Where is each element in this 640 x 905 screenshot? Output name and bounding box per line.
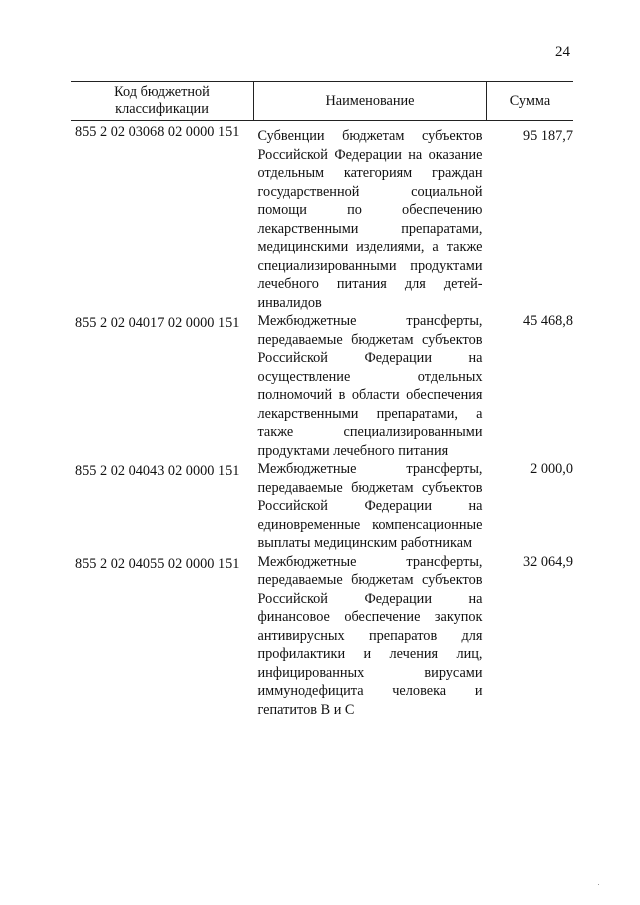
budget-code: 855 2 02 03068 02 0000 151 xyxy=(75,124,240,140)
table-header-row xyxy=(71,82,573,121)
scan-speck xyxy=(598,884,599,885)
item-amount: 32 064,9 xyxy=(522,553,573,570)
table-row xyxy=(71,553,573,720)
item-amount: 95 187,7 xyxy=(522,128,573,144)
header-name: Наименование xyxy=(254,82,487,121)
page-number: 24 xyxy=(555,44,570,60)
item-name: Межбюджетные трансферты, передаваемые бюджетам субъектов Российской Федерации на осуществление отдельных полномочий в области обеспечения лекарственными препаратами, а также специализированными продуктами лечебного питания xyxy=(257,313,483,459)
item-name: Межбюджетные трансферты, передаваемые бюджетам субъектов Российской Федерации на финансовое обеспечение закупок антивирусных препаратов для профилактики и лечения лиц, инфицированных вирусами иммунодефицита человека и гепатитов В и С xyxy=(257,553,483,718)
item-name: Межбюджетные трансферты, передаваемые бюджетам субъектов Российской Федерации на единовременные компенсационные выплаты медицинским работникам xyxy=(257,461,483,551)
budget-code: 855 2 02 04043 02 0000 151 xyxy=(75,463,240,479)
table-row xyxy=(71,121,573,313)
table-row xyxy=(71,460,573,553)
budget-code: 855 2 02 04017 02 0000 151 xyxy=(75,315,240,331)
budget-table xyxy=(71,81,573,719)
item-amount: 45 468,8 xyxy=(522,313,573,329)
header-amount: Сумма xyxy=(487,82,574,121)
item-amount: 2 000,0 xyxy=(530,461,573,477)
header-code: Код бюджетной классификации xyxy=(71,82,254,121)
budget-code: 855 2 02 04055 02 0000 151 xyxy=(75,555,240,572)
item-name: Субвенции бюджетам субъектов Российской Федерации на оказание отдельным категориям граждан государственной социальной помощи по обеспечению лекарственными препаратами, медицинскими изделиями, а также специализированными продуктами лечебного питания для детей-инвалидов xyxy=(257,128,483,311)
table-row xyxy=(71,312,573,460)
